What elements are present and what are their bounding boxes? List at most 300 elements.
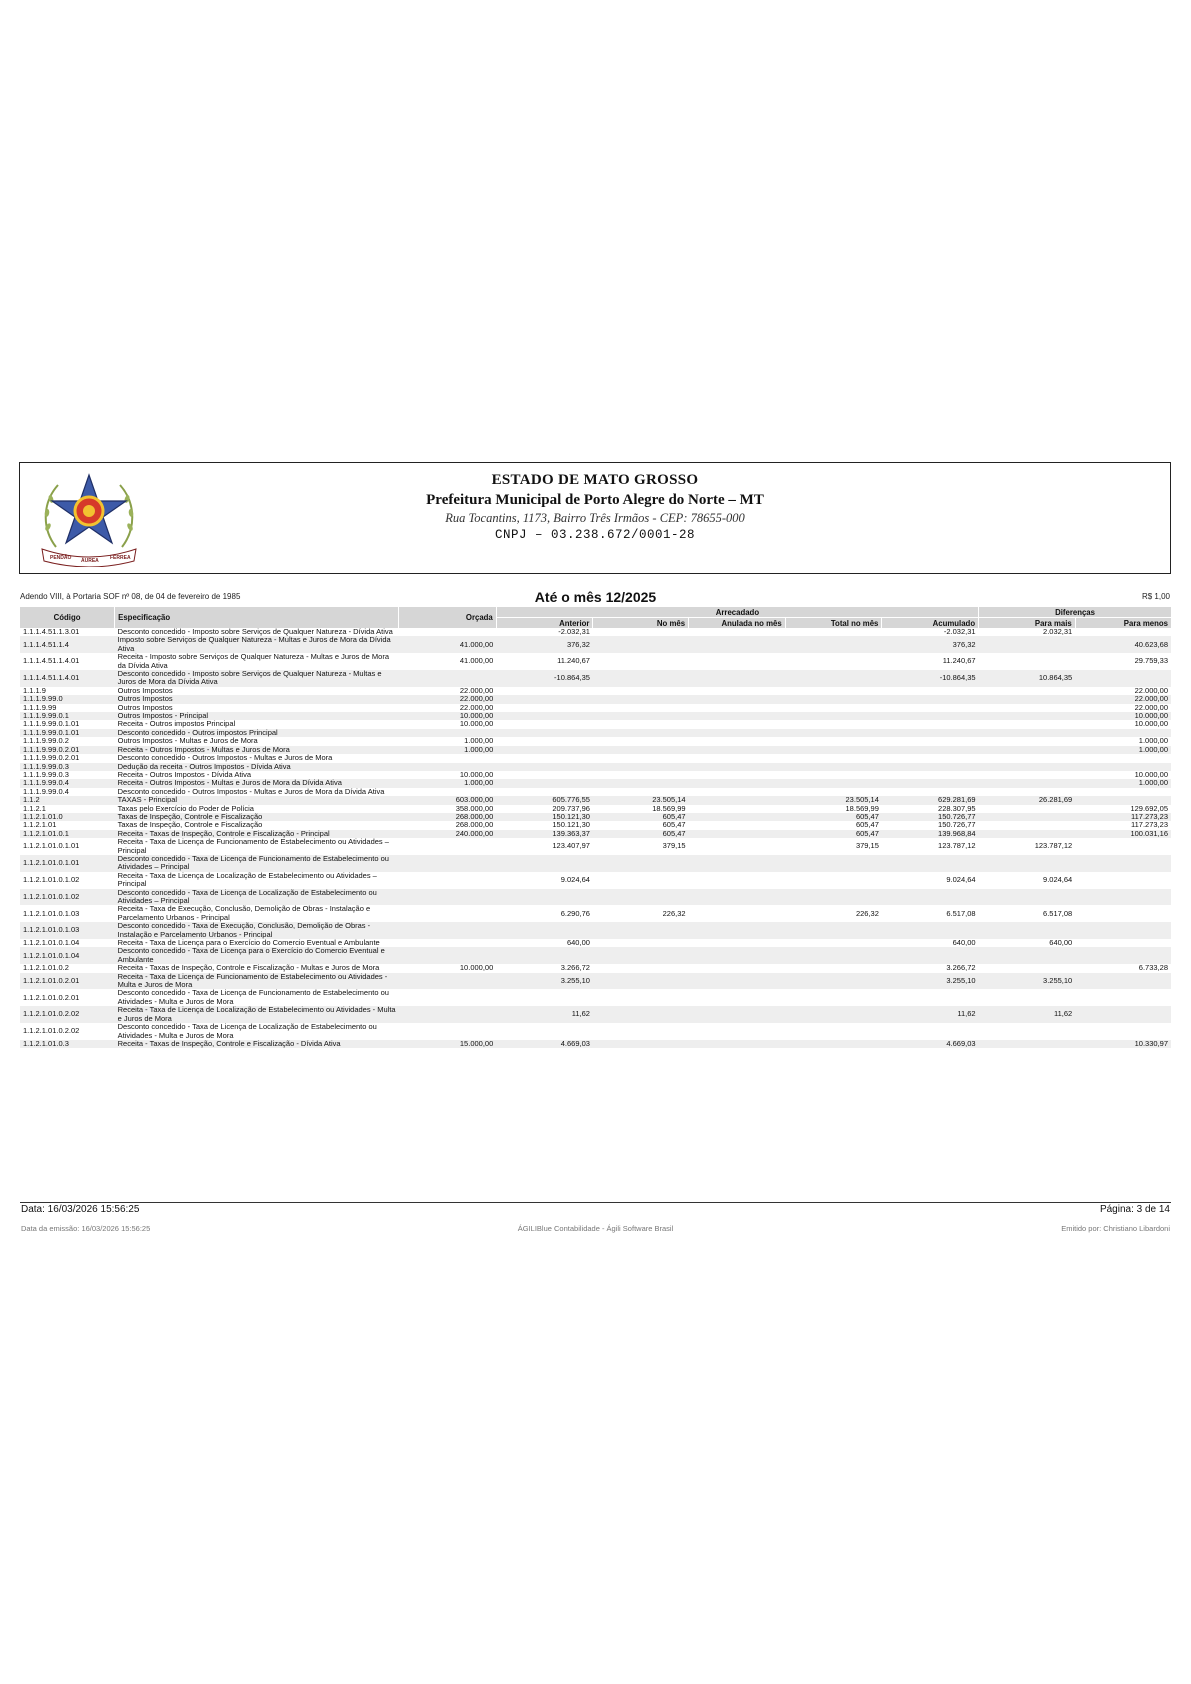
col-header-codigo: Código — [20, 607, 115, 628]
cell-codigo: 1.1.2.1 — [23, 804, 46, 813]
cell-codigo: 1.1.1.9.99.0.1.01 — [23, 720, 80, 729]
cell-no-mes — [593, 746, 689, 754]
cell-anulada-no-mes — [689, 947, 786, 964]
cell-para-mais — [979, 687, 1076, 695]
cell-anulada-no-mes — [689, 636, 786, 653]
cell-anterior: 4.669,03 — [496, 1040, 593, 1048]
col-header-orcada: Orçada — [399, 607, 497, 628]
revenue-table — [20, 607, 1171, 1048]
cell-codigo: 1.1.2 — [20, 796, 115, 804]
cell-acumulado — [882, 922, 979, 939]
cell-para-mais — [979, 947, 1076, 964]
table-row — [20, 763, 1171, 771]
cell-codigo: 1.1.1.9.99.0.2.01 — [20, 746, 115, 754]
cell-acumulado: 9.024,64 — [946, 874, 976, 884]
cell-codigo: 1.1.1.9 — [23, 686, 46, 695]
cell-anterior — [496, 989, 593, 1006]
cell-orcada: 603.000,00 — [399, 796, 497, 804]
cell-acumulado: 11,62 — [882, 1006, 979, 1023]
cell-para-menos — [1075, 754, 1171, 762]
cell-no-mes: 379,15 — [662, 841, 686, 851]
cell-acumulado — [882, 947, 979, 964]
cell-especificacao: Receita - Taxa de Licença de Localização de Estabelecimento ou Atividades – Principal — [117, 871, 377, 889]
cell-anterior: 6.290,76 — [560, 908, 590, 918]
cell-anulada-no-mes — [689, 1006, 786, 1023]
table-row — [20, 788, 1171, 796]
table-row — [20, 796, 1171, 804]
cell-especificacao: Desconto concedido - Taxa de Licença de Localização de Estabelecimento ou Atividades – Principal — [115, 889, 399, 906]
cell-anterior — [496, 687, 593, 695]
cell-acumulado: 3.266,72 — [946, 964, 976, 973]
cell-para-mais — [979, 889, 1076, 906]
cell-para-mais — [979, 712, 1076, 720]
cell-codigo: 1.1.2.1.01.0.1.03 — [23, 908, 80, 918]
cell-no-mes — [593, 771, 689, 779]
col-header-acumulado: Acumulado — [882, 618, 979, 629]
cell-codigo: 1.1.1.4.51.1.4.01 — [23, 656, 80, 666]
cell-orcada — [399, 922, 497, 939]
cell-para-mais: 26.281,69 — [979, 796, 1076, 804]
cell-anterior: 11,62 — [496, 1006, 593, 1023]
cell-codigo: 1.1.2.1.01.0.2.01 — [20, 973, 115, 990]
cell-codigo: 1.1.2.1.01.0.1 — [20, 830, 115, 838]
cell-anulada-no-mes — [689, 729, 786, 737]
cell-especificacao: Desconto concedido - Outros Impostos - Multas e Juros de Mora — [117, 754, 333, 763]
cell-anterior — [496, 729, 593, 737]
table-row — [20, 737, 1171, 745]
cell-no-mes — [593, 939, 689, 947]
cell-no-mes: 605,47 — [593, 813, 689, 821]
cell-total-no-mes: 226,32 — [855, 908, 879, 918]
cell-para-menos — [1075, 947, 1171, 964]
cell-orcada: 22.000,00 — [399, 695, 497, 703]
cell-acumulado — [882, 704, 979, 712]
cell-anterior: 376,32 — [496, 636, 593, 653]
cell-codigo: 1.1.1.4.51.1.3.01 — [23, 628, 80, 636]
cell-anulada-no-mes — [689, 1023, 786, 1040]
cell-para-menos: 10.000,00 — [1075, 712, 1171, 720]
cell-acumulado — [882, 737, 979, 745]
cell-codigo: 1.1.2.1.01.0.2 — [23, 964, 69, 973]
cell-orcada — [399, 889, 497, 906]
cell-para-mais: 640,00 — [1049, 939, 1073, 948]
cell-orcada: 10.000,00 — [459, 964, 494, 973]
cell-para-mais: 9.024,64 — [1043, 874, 1073, 884]
cell-anulada-no-mes — [689, 905, 786, 922]
cnpj-line: CNPJ – 03.238.672/0001-28 — [494, 528, 696, 542]
cell-total-no-mes — [785, 695, 882, 703]
cell-orcada: 268.000,00 — [399, 813, 497, 821]
cell-acumulado — [882, 720, 979, 728]
cell-acumulado — [882, 771, 979, 779]
col-header-no-mes: No mês — [593, 618, 689, 629]
cell-no-mes — [593, 754, 689, 762]
cell-codigo: 1.1.1.9.99.0.3 — [20, 763, 115, 771]
cell-anterior — [496, 855, 593, 872]
cell-acumulado — [882, 855, 979, 872]
footer-page-number: Página: 3 de 14 — [1099, 1204, 1170, 1215]
cell-codigo: 1.1.1.9.99.0.3 — [23, 770, 69, 779]
cell-anulada-no-mes — [689, 779, 786, 787]
cell-codigo: 1.1.1.9.99.0 — [20, 695, 115, 703]
table-row — [20, 1023, 1171, 1040]
table-row — [20, 813, 1171, 821]
cell-orcada: 240.000,00 — [399, 830, 497, 838]
cell-orcada: 22.000,00 — [459, 686, 494, 695]
cell-orcada — [399, 670, 497, 687]
cell-para-mais — [979, 737, 1076, 745]
table-row — [20, 636, 1171, 653]
cell-no-mes: 18.569,99 — [652, 804, 686, 813]
cell-para-menos — [1075, 670, 1171, 687]
cell-anterior — [496, 704, 593, 712]
cell-no-mes — [593, 729, 689, 737]
cell-no-mes — [593, 1023, 689, 1040]
cell-anulada-no-mes — [689, 754, 786, 762]
cell-especificacao: Receita - Taxas de Inspeção, Controle e Fiscalização - Principal — [115, 830, 399, 838]
cell-anulada-no-mes — [689, 788, 786, 796]
cell-anterior: 150.121,30 — [496, 813, 593, 821]
cell-acumulado — [882, 763, 979, 771]
cell-orcada — [399, 754, 497, 762]
cell-no-mes — [593, 872, 689, 889]
cell-orcada — [399, 939, 497, 947]
cell-anulada-no-mes — [689, 838, 786, 855]
cell-total-no-mes — [785, 636, 882, 653]
cell-especificacao: Desconto concedido - Imposto sobre Serviços de Qualquer Natureza - Dívida Ativa — [117, 628, 393, 636]
cell-para-menos — [1075, 1006, 1171, 1023]
cell-para-menos — [1075, 1023, 1171, 1040]
cell-especificacao: Receita - Taxas de Inspeção, Controle e Fiscalização - Multas e Juros de Mora — [117, 964, 380, 973]
cell-acumulado: 123.787,12 — [938, 841, 976, 851]
table-row — [20, 712, 1171, 720]
cell-especificacao: Receita - Taxa de Licença para o Exercício do Comercio Eventual e Ambulante — [117, 939, 380, 948]
cell-total-no-mes — [785, 746, 882, 754]
cell-para-menos: 1.000,00 — [1075, 746, 1171, 754]
cell-acumulado: 629.281,69 — [882, 796, 979, 804]
cell-total-no-mes — [785, 788, 882, 796]
cell-para-mais: 3.255,10 — [979, 973, 1076, 990]
cell-codigo: 1.1.1.9.99.0.2 — [23, 737, 69, 746]
cell-total-no-mes — [785, 779, 882, 787]
report-period-title: Até o mês 12/2025 — [534, 589, 657, 605]
table-row — [20, 922, 1171, 939]
cell-orcada — [399, 872, 497, 889]
cell-para-mais — [979, 813, 1076, 821]
cell-no-mes — [593, 855, 689, 872]
svg-text:FÉRREA: FÉRREA — [110, 555, 131, 561]
cell-para-menos: 1.000,00 — [1138, 737, 1168, 746]
table-row — [20, 947, 1171, 964]
emission-date: Data da emissão: 16/03/2026 15:56:25 — [21, 1224, 151, 1233]
svg-text:PENDÃO: PENDÃO — [50, 555, 72, 561]
cell-para-menos — [1075, 973, 1171, 990]
cell-acumulado: 640,00 — [952, 939, 976, 948]
cell-anterior: 139.363,37 — [496, 830, 593, 838]
cell-para-menos: 22.000,00 — [1134, 686, 1168, 695]
state-title: ESTADO DE MATO GROSSO — [491, 472, 699, 488]
table-row — [20, 821, 1171, 829]
cell-anterior: -2.032,31 — [558, 628, 590, 636]
cell-para-menos — [1075, 729, 1171, 737]
cell-codigo: 1.1.2.1.01.0.1.03 — [20, 922, 115, 939]
cell-no-mes: 23.505,14 — [593, 796, 689, 804]
cell-total-no-mes — [785, 754, 882, 762]
cell-especificacao: Receita - Imposto sobre Serviços de Qualquer Natureza - Multas e Juros de Mora da Dívida Ativa — [117, 653, 390, 670]
cell-codigo: 1.1.1.9.99.0.1.01 — [20, 729, 115, 737]
cell-orcada — [399, 989, 497, 1006]
cell-total-no-mes — [785, 704, 882, 712]
cell-anulada-no-mes — [689, 720, 786, 728]
col-header-especificacao: Especificação — [115, 607, 399, 628]
cell-codigo: 1.1.1.9.99.0.4 — [20, 779, 115, 787]
cell-orcada — [399, 838, 497, 855]
cell-anterior: 605.776,55 — [496, 796, 593, 804]
cell-anulada-no-mes — [689, 746, 786, 754]
cell-acumulado — [882, 754, 979, 762]
cell-no-mes — [593, 989, 689, 1006]
group-header-arrecadado: Arrecadado — [496, 607, 978, 618]
cell-anterior: -10.864,35 — [496, 670, 593, 687]
cell-especificacao: Desconto concedido - Taxa de Licença de Funcionamento de Estabelecimento ou Atividades - Multa e Juros de Mora — [117, 989, 389, 1006]
cell-anterior — [496, 737, 593, 745]
table-row — [20, 973, 1171, 990]
cell-codigo: 1.1.2.1.01.0.2.02 — [20, 1006, 115, 1023]
cell-acumulado — [882, 788, 979, 796]
cell-anterior — [496, 947, 593, 964]
cell-para-menos: 100.031,16 — [1075, 830, 1171, 838]
cell-orcada: 10.000,00 — [459, 770, 494, 779]
table-row — [20, 653, 1171, 670]
cell-total-no-mes — [785, 729, 882, 737]
cell-para-menos: 22.000,00 — [1134, 703, 1168, 712]
cell-total-no-mes — [785, 771, 882, 779]
cell-orcada — [399, 729, 497, 737]
cell-especificacao: Receita - Taxa de Execução, Conclusão, Demolição de Obras - Instalação e Parcelamento Urbanos - Principal — [117, 905, 371, 922]
cell-no-mes — [593, 737, 689, 745]
cell-orcada — [399, 947, 497, 964]
cell-acumulado: 228.307,95 — [938, 804, 976, 813]
cell-no-mes — [593, 712, 689, 720]
cell-para-mais — [979, 704, 1076, 712]
cell-codigo: 1.1.2.1.01.0.1.01 — [20, 855, 115, 872]
cell-acumulado: -2.032,31 — [943, 628, 976, 636]
cell-anulada-no-mes — [689, 771, 786, 779]
cell-no-mes — [593, 695, 689, 703]
software-credit: ÁGILIBlue Contabilidade - Ágili Software Brasil — [517, 1224, 674, 1233]
cell-especificacao: Receita - Taxa de Licença de Localização de Estabelecimento ou Atividades - Multa e Juros de Mora — [115, 1006, 399, 1023]
cell-para-menos: 40.623,68 — [1075, 636, 1171, 653]
issuer-name: Emitido por: Christiano Libardoni — [1061, 1224, 1170, 1233]
cell-acumulado: 6.517,08 — [946, 908, 976, 918]
cell-para-mais — [979, 746, 1076, 754]
col-header-anulada-no-mes: Anulada no mês — [689, 618, 786, 629]
cell-anterior — [496, 763, 593, 771]
cell-acumulado — [882, 729, 979, 737]
cell-anterior: 3.255,10 — [496, 973, 593, 990]
table-body — [20, 628, 1171, 1048]
cell-no-mes: 605,47 — [662, 821, 686, 830]
cell-orcada — [399, 788, 497, 796]
table-row — [20, 670, 1171, 687]
table-row — [20, 939, 1171, 947]
cell-para-menos: 6.733,28 — [1138, 964, 1168, 973]
cell-total-no-mes — [785, 763, 882, 771]
cell-para-menos: 1.000,00 — [1075, 779, 1171, 787]
cell-no-mes — [593, 922, 689, 939]
cell-especificacao: Receita - Outros Impostos - Multas e Juros de Mora da Dívida Ativa — [115, 779, 399, 787]
cell-anterior: 3.266,72 — [560, 964, 590, 973]
cell-orcada: 15.000,00 — [399, 1040, 497, 1048]
cell-acumulado: 4.669,03 — [882, 1040, 979, 1048]
cell-acumulado — [882, 989, 979, 1006]
cell-codigo: 1.1.1.9.99.0.2.01 — [23, 754, 80, 763]
cell-especificacao: Taxas pelo Exercício do Poder de Polícia — [117, 804, 254, 813]
footer-date: Data: 16/03/2026 15:56:25 — [21, 1204, 140, 1215]
table-row — [20, 704, 1171, 712]
cell-total-no-mes — [785, 737, 882, 745]
cell-para-menos: 117.273,23 — [1131, 821, 1168, 830]
cell-anulada-no-mes — [689, 855, 786, 872]
cell-anulada-no-mes — [689, 821, 786, 829]
cell-no-mes — [593, 687, 689, 695]
table-row — [20, 628, 1171, 636]
cell-orcada: 22.000,00 — [459, 703, 494, 712]
cell-para-mais — [979, 729, 1076, 737]
cell-para-mais — [979, 989, 1076, 1006]
cell-anterior — [496, 889, 593, 906]
cell-para-menos — [1075, 838, 1171, 855]
cell-total-no-mes — [785, 947, 882, 964]
document-header — [19, 462, 1171, 574]
cell-para-menos: 10.000,00 — [1134, 770, 1168, 779]
table-row — [20, 729, 1171, 737]
table-row — [20, 771, 1171, 779]
cell-acumulado — [882, 746, 979, 754]
cell-total-no-mes — [785, 964, 882, 972]
cell-anulada-no-mes — [689, 670, 786, 687]
cell-codigo: 1.1.1.9.99 — [23, 703, 57, 712]
cell-anulada-no-mes — [689, 695, 786, 703]
cell-especificacao: Desconto concedido - Outros Impostos - Multas e Juros de Mora da Dívida Ativa — [117, 787, 385, 796]
cell-especificacao: Desconto concedido - Outros impostos Principal — [115, 729, 399, 737]
cell-acumulado — [882, 687, 979, 695]
cell-anterior — [496, 712, 593, 720]
cell-acumulado — [882, 712, 979, 720]
cell-no-mes: 226,32 — [662, 908, 686, 918]
cell-no-mes — [593, 964, 689, 972]
cell-acumulado — [882, 1023, 979, 1040]
cell-orcada — [399, 763, 497, 771]
cell-para-mais: 10.864,35 — [979, 670, 1076, 687]
cell-anterior — [496, 754, 593, 762]
cell-acumulado: 376,32 — [882, 636, 979, 653]
cell-orcada — [399, 905, 497, 922]
table-row — [20, 720, 1171, 728]
cell-para-mais: 2.032,31 — [1043, 628, 1073, 636]
cell-orcada: 268.000,00 — [455, 821, 494, 830]
table-row — [20, 805, 1171, 813]
cell-anterior — [496, 788, 593, 796]
cell-total-no-mes — [785, 989, 882, 1006]
cell-total-no-mes — [785, 1023, 882, 1040]
cell-anulada-no-mes — [689, 796, 786, 804]
cell-especificacao: Outros Impostos - Multas e Juros de Mora — [117, 737, 258, 746]
cell-especificacao: Desconto concedido - Taxa de Licença de Funcionamento de Estabelecimento ou Atividades – Principal — [115, 855, 399, 872]
cell-para-mais: 11,62 — [979, 1006, 1076, 1023]
table-row — [20, 1040, 1171, 1048]
cell-especificacao: Receita - Outros Impostos - Dívida Ativa — [117, 770, 252, 779]
cell-total-no-mes — [785, 872, 882, 889]
cell-no-mes — [593, 1006, 689, 1023]
cell-total-no-mes — [785, 939, 882, 947]
cell-total-no-mes — [785, 670, 882, 687]
cell-especificacao: Receita - Outros Impostos - Multas e Juros de Mora — [115, 746, 399, 754]
cell-anulada-no-mes — [689, 628, 786, 636]
cell-no-mes — [593, 779, 689, 787]
cell-total-no-mes — [785, 1040, 882, 1048]
table-row — [20, 889, 1171, 906]
cell-total-no-mes — [785, 628, 882, 636]
cell-no-mes — [593, 704, 689, 712]
adendo-note: Adendo VIII, à Portaria SOF nº 08, de 04 de fevereiro de 1985 — [20, 592, 241, 601]
cell-anterior — [496, 695, 593, 703]
cell-para-menos: 10.000,00 — [1134, 720, 1168, 729]
cell-para-menos: 22.000,00 — [1075, 695, 1171, 703]
cell-para-mais — [979, 821, 1076, 829]
cell-para-menos: 10.330,97 — [1075, 1040, 1171, 1048]
cell-especificacao: Desconto concedido - Taxa de Execução, Conclusão, Demolição de Obras - Instalação e Parcelamento Urbanos - Principal — [115, 922, 399, 939]
cell-para-menos — [1075, 788, 1171, 796]
table-row — [20, 754, 1171, 762]
cell-orcada — [399, 1006, 497, 1023]
cell-para-mais — [979, 653, 1076, 670]
cell-acumulado: 11.240,67 — [942, 656, 976, 666]
cell-anulada-no-mes — [689, 964, 786, 972]
cell-total-no-mes — [785, 653, 882, 670]
table-row — [20, 855, 1171, 872]
cell-especificacao: Taxas de Inspeção, Controle e Fiscalização — [115, 813, 399, 821]
cell-anterior — [496, 922, 593, 939]
cell-anulada-no-mes — [689, 889, 786, 906]
cell-codigo: 1.1.2.1.01.0.1.02 — [20, 889, 115, 906]
cell-acumulado: -10.864,35 — [882, 670, 979, 687]
col-header-anterior: Anterior — [496, 618, 593, 629]
cell-total-no-mes — [785, 922, 882, 939]
cell-para-mais — [979, 855, 1076, 872]
cell-especificacao: Receita - Taxa de Licença de Funcionamento de Estabelecimento ou Atividades – Principal — [117, 838, 389, 855]
cell-anterior — [496, 779, 593, 787]
table-row — [20, 687, 1171, 695]
cell-para-mais — [979, 636, 1076, 653]
cell-acumulado — [882, 889, 979, 906]
cell-para-mais — [979, 771, 1076, 779]
table-row — [20, 838, 1171, 855]
cell-total-no-mes — [785, 687, 882, 695]
cell-orcada: 41.000,00 — [459, 656, 494, 666]
col-header-para-menos: Para menos — [1075, 618, 1171, 629]
cell-anterior — [496, 771, 593, 779]
cell-total-no-mes: 23.505,14 — [785, 796, 882, 804]
cell-para-mais — [979, 779, 1076, 787]
cell-codigo: 1.1.2.1.01 — [23, 821, 57, 830]
cell-codigo: 1.1.2.1.01.0 — [20, 813, 115, 821]
cell-anulada-no-mes — [689, 922, 786, 939]
table-row — [20, 872, 1171, 889]
cell-para-mais — [979, 964, 1076, 972]
cell-para-menos: 117.273,23 — [1075, 813, 1171, 821]
cell-anterior: 11.240,67 — [557, 656, 590, 666]
